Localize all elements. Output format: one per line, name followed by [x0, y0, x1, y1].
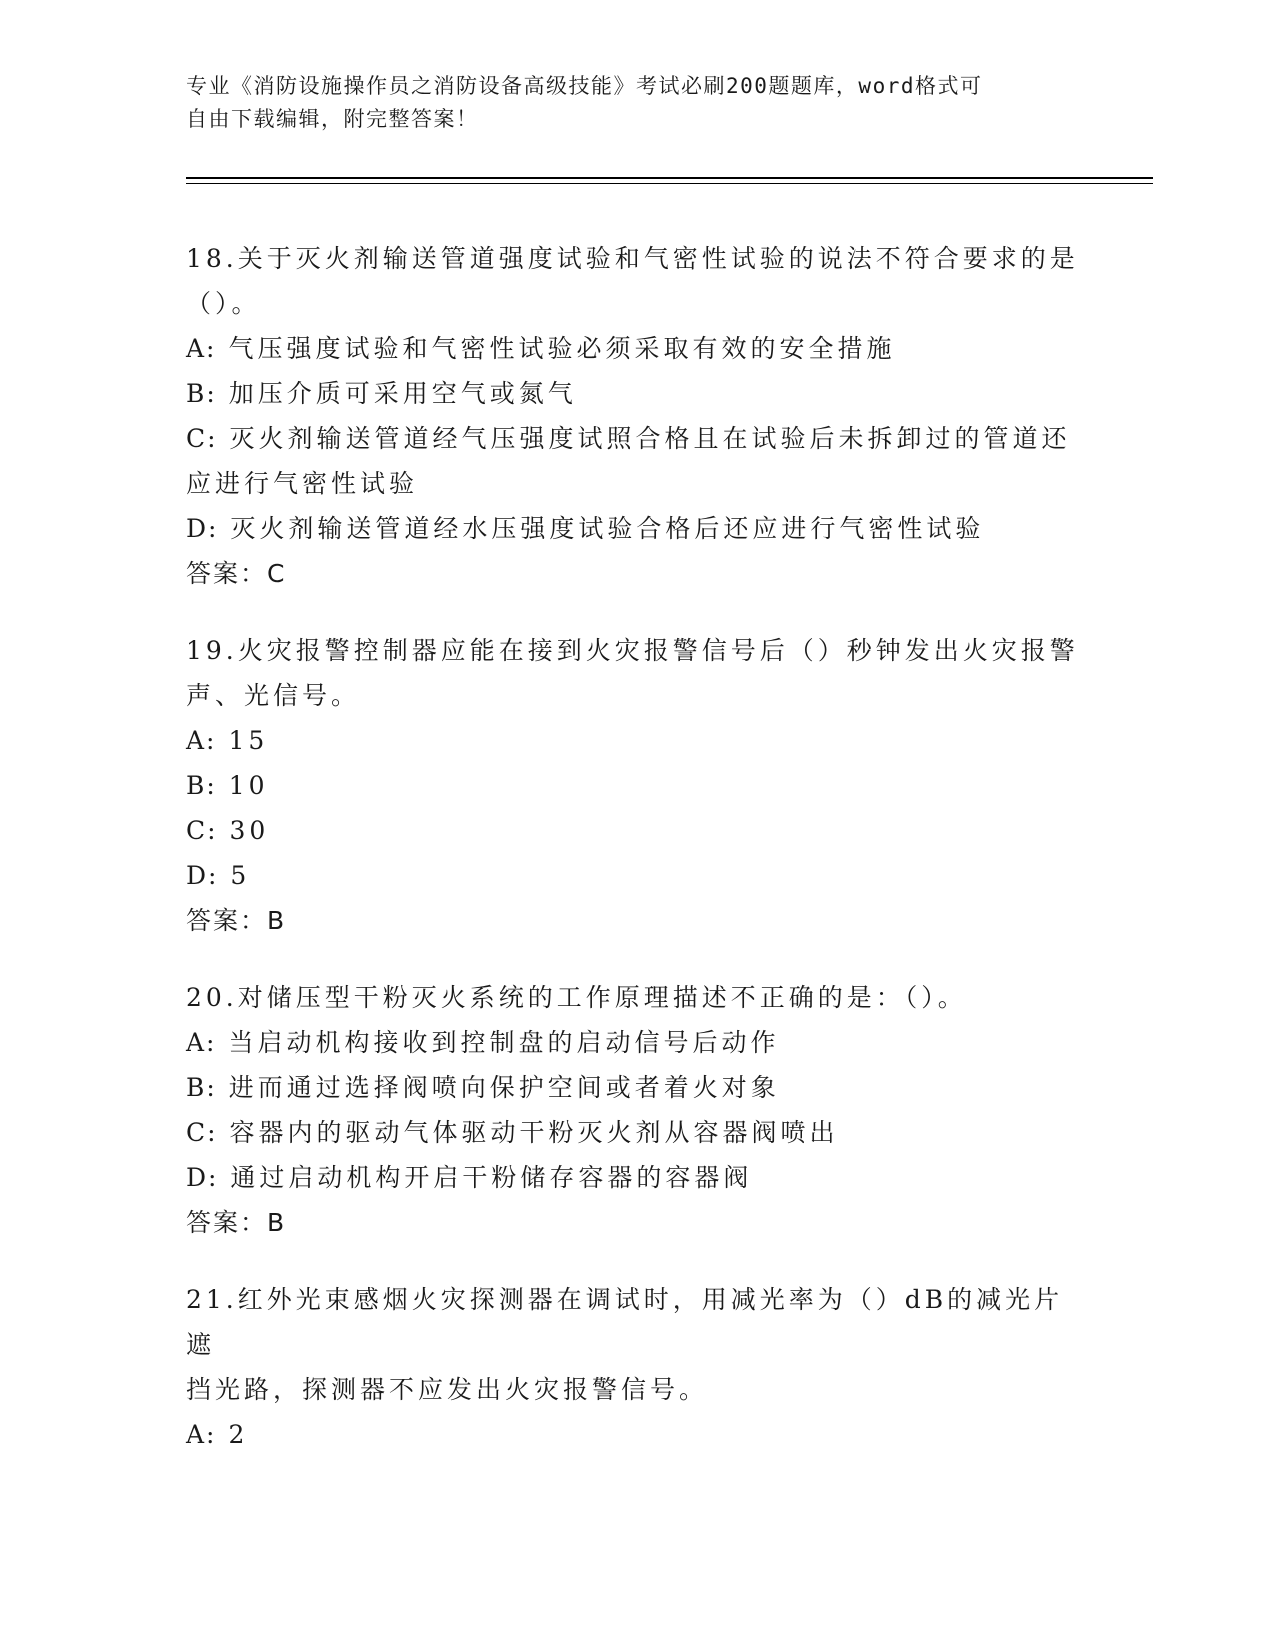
option-text: 2	[228, 1420, 249, 1449]
option-key: D:	[186, 1163, 219, 1192]
answer-line: 答案：B	[186, 1208, 287, 1237]
answer-option	[186, 506, 1086, 551]
answer-option	[186, 853, 1086, 898]
option-text: 进而通过选择阀喷向保护空间或者着火对象	[228, 1073, 780, 1102]
question-stem-line: 18.关于灭火剂输送管道强度试验和气密性试验的说法不符合要求的是	[186, 244, 1079, 273]
option-key: D:	[186, 861, 219, 890]
option-key: D:	[186, 514, 219, 543]
option-key: B:	[186, 771, 217, 800]
option-text: 加压介质可采用空气或氮气	[228, 379, 577, 408]
option-text: 15	[228, 726, 269, 755]
option-text: 当启动机构接收到控制盘的启动信号后动作	[228, 1028, 780, 1057]
answer-line: 答案：C	[186, 559, 287, 588]
question-block	[186, 236, 1086, 597]
answer-option	[186, 1412, 1086, 1457]
answer-option	[186, 1020, 1086, 1065]
header-rule-thick	[186, 177, 1153, 179]
option-key: A:	[186, 1420, 217, 1449]
option-key: A:	[186, 334, 217, 363]
option-key: C:	[186, 1118, 218, 1147]
answer-option	[186, 461, 1086, 506]
option-key: A:	[186, 1028, 217, 1057]
question-stem-line: 21.红外光束感烟火灾探测器在调试时，用减光率为（）dB的减光片遮	[186, 1285, 1064, 1359]
question-stem-line: 20.对储压型干粉灭火系统的工作原理描述不正确的是：（）。	[186, 983, 967, 1012]
option-key: A:	[186, 726, 217, 755]
answer-option	[186, 808, 1086, 853]
option-key: C:	[186, 816, 218, 845]
option-key: C:	[186, 424, 218, 453]
answer-option	[186, 718, 1086, 763]
answer-option	[186, 1065, 1086, 1110]
header-rule-thin	[186, 183, 1153, 184]
option-text: 气压强度试验和气密性试验必须采取有效的安全措施	[228, 334, 896, 363]
option-key: B:	[186, 1073, 217, 1102]
option-text: 30	[229, 816, 270, 845]
question-stem-line: 19.火灾报警控制器应能在接到火灾报警信号后（）秒钟发出火灾报警	[186, 636, 1079, 665]
answer-option	[186, 1110, 1086, 1155]
document-header	[186, 70, 1066, 136]
header-line-1: 专业《消防设施操作员之消防设备高级技能》考试必刷200题题库，word格式可	[186, 74, 983, 98]
option-text: 灭火剂输送管道经水压强度试验合格后还应进行气密性试验	[230, 514, 985, 543]
option-key: B:	[186, 379, 217, 408]
option-text: 灭火剂输送管道经气压强度试照合格且在试验后未拆卸过的管道还	[229, 424, 1071, 453]
option-text: 5	[230, 861, 251, 890]
question-stem-line: 挡光路，探测器不应发出火灾报警信号。	[186, 1375, 709, 1404]
answer-option	[186, 416, 1086, 461]
option-text: 应进行气密性试验	[186, 469, 419, 498]
option-text: 通过启动机构开启干粉储存容器的容器阀	[230, 1163, 753, 1192]
answer-option	[186, 371, 1086, 416]
question-stem-line: 声、光信号。	[186, 681, 361, 710]
question-stem-line: （）。	[186, 289, 261, 318]
answer-option	[186, 326, 1086, 371]
answer-option	[186, 1155, 1086, 1200]
option-text: 容器内的驱动气体驱动干粉灭火剂从容器阀喷出	[229, 1118, 839, 1147]
answer-line: 答案：B	[186, 906, 287, 935]
question-list	[186, 236, 1086, 1488]
question-block	[186, 975, 1086, 1246]
question-block	[186, 1277, 1086, 1457]
option-text: 10	[228, 771, 269, 800]
question-block	[186, 628, 1086, 944]
header-line-2: 自由下载编辑，附完整答案！	[186, 107, 479, 131]
answer-option	[186, 763, 1086, 808]
